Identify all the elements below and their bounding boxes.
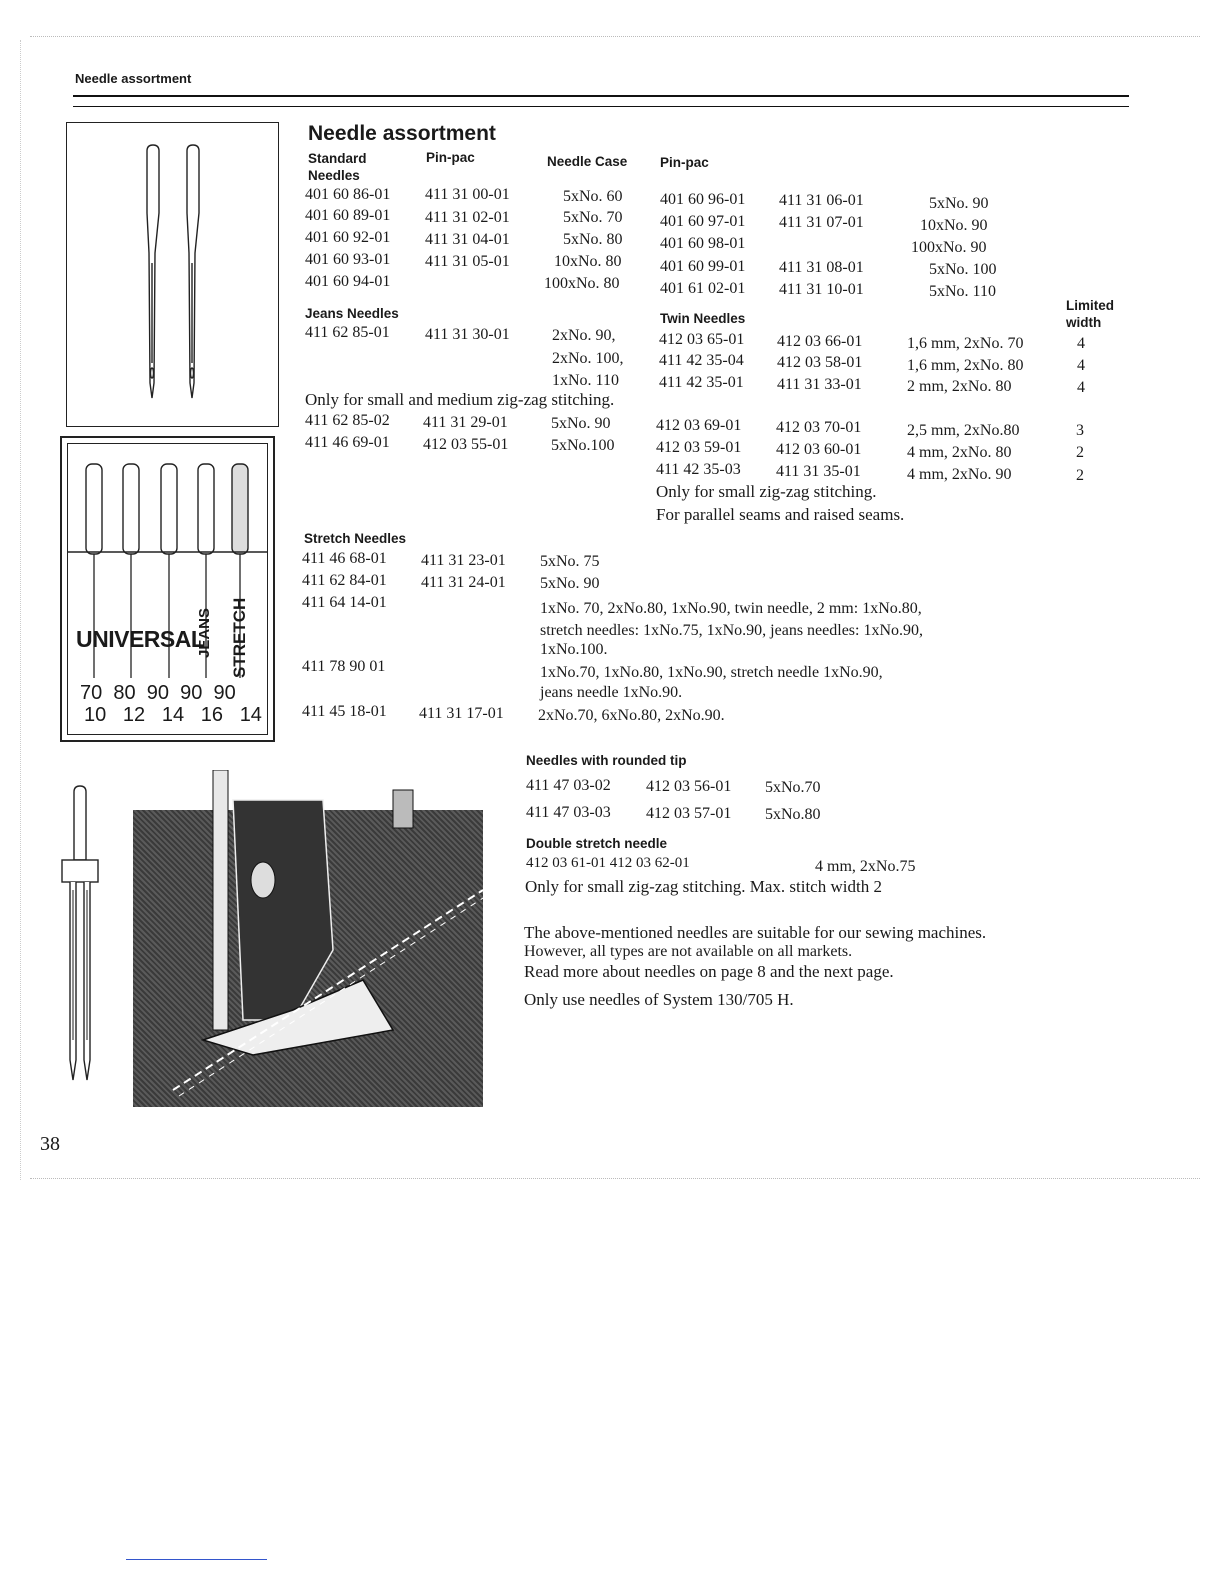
twin-needle-icon [56,780,106,1090]
needle-code: 411 46 69-01 [305,434,390,451]
header-rule-thin [73,106,1129,107]
size-qty: 5xNo. 90 [540,575,600,592]
needle-code: 411 45 18-01 [302,703,387,720]
universal-label: UNIVERSAL [76,626,205,652]
pinpac-code: 411 31 33-01 [777,376,862,393]
size-qty: 5xNo. 70 [563,209,623,226]
double-stretch-heading: Double stretch needle [526,836,668,851]
size-qty: 5xNo.70 [765,779,821,796]
pinpac-code: 411 31 29-01 [423,414,508,431]
table-row: 401 60 86-01 [305,186,391,203]
stretch-heading: Stretch Needles [304,531,407,546]
size-qty: 5xNo. 80 [563,231,623,248]
col-header-pinpac-2: Pin-pac [660,155,709,170]
assortment-desc: stretch needles: 1xNo.75, 1xNo.90, jeans needles: 1xNo.90, [540,622,924,639]
case-code: 401 60 97-01 [660,213,746,230]
pinpac-code: 411 31 10-01 [779,281,864,298]
scan-artifact-line [126,1559,267,1560]
assortment-desc: 1xNo. 70, 2xNo.80, 1xNo.90, twin needle, 2 mm: 1xNo.80, [540,600,922,617]
limited-width-value: 4 [1077,357,1085,374]
pinpac-code: 412 03 60-01 [776,441,862,458]
size-qty: 5xNo. 90 [929,195,989,212]
limited-width-value: 4 [1077,335,1085,352]
pinpac-code: 411 31 08-01 [779,259,864,276]
size-qty: 4 mm, 2xNo. 90 [907,466,1012,483]
needle-code: 411 64 14-01 [302,594,387,611]
pinpac-code: 411 31 04-01 [425,231,510,248]
jeans-note: Only for small and medium zig-zag stitching. [305,390,615,409]
case-code: 401 61 02-01 [660,280,746,297]
needle-code: 412 03 61-01 412 03 62-01 [526,855,690,871]
pinpac-code: 411 31 07-01 [779,214,864,231]
pinpac-code: 412 03 58-01 [777,354,863,371]
size-qty: 5xNo.80 [765,806,821,823]
size-qty: 5xNo. 90 [551,415,611,432]
needle-code: 412 03 69-01 [656,417,742,434]
twin-note-2: For parallel seams and raised seams. [656,505,905,524]
limited-width-value: 2 [1076,467,1084,484]
footer-note: However, all types are not available on all markets. [524,943,853,960]
double-stretch-note: Only for small zig-zag stitching. Max. stitch width 2 [525,877,882,896]
needle-code: 411 62 85-02 [305,412,390,429]
needle-code: 412 03 59-01 [656,439,742,456]
sewing-foot-photo [133,770,483,1107]
page-number: 38 [40,1133,60,1155]
size-qty: 5xNo.100 [551,437,615,454]
pinpac-code: 411 31 05-01 [425,253,510,270]
needles-illustration-box [66,122,279,427]
size-qty: 2 mm, 2xNo. 80 [907,378,1012,395]
size-qty: 10xNo. 80 [554,253,622,270]
pinpac-code: 411 31 06-01 [779,192,864,209]
twin-heading: Twin Needles [660,311,746,326]
size-qty: 5xNo. 75 [540,553,600,570]
size-qty: 2xNo. 90, [552,327,616,344]
limited-width-value: 2 [1076,444,1084,461]
limited-width-value: 4 [1077,379,1085,396]
pinpac-code: 411 31 35-01 [776,463,861,480]
needle-code: 411 42 35-01 [659,374,744,391]
case-code: 401 60 99-01 [660,258,746,275]
pinpac-code: 411 31 30-01 [425,326,510,343]
presser-foot-icon [133,770,483,1107]
twin-note-1: Only for small zig-zag stitching. [656,482,877,501]
size-qty: 10xNo. 90 [920,217,988,234]
pack-sizes-bottom: 10 12 14 16 14 [84,704,262,726]
footer-note: Read more about needles on page 8 and the next page. [524,962,894,981]
pinpac-code: 411 31 24-01 [421,574,506,591]
jeans-heading: Jeans Needles [305,306,399,321]
size-qty: 2xNo.70, 6xNo.80, 2xNo.90. [538,707,725,724]
pinpac-code: 412 03 57-01 [646,805,732,822]
needle-code: 411 47 03-03 [526,804,611,821]
needle-code: 411 78 90 01 [302,658,386,675]
col-header-standard: Standard Needles [308,151,367,183]
pinpac-code: 411 31 23-01 [421,552,506,569]
pinpac-code: 411 31 00-01 [425,186,510,203]
size-qty: 5xNo. 100 [929,261,997,278]
assortment-desc: 1xNo.70, 1xNo.80, 1xNo.90, stretch needle 1xNo.90, [540,664,883,681]
size-qty: 2,5 mm, 2xNo.80 [907,422,1020,439]
scan-edge-top [30,36,1200,37]
page-title: Needle assortment [308,122,496,145]
needle-code: 411 62 85-01 [305,324,390,341]
stretch-label: STRETCH [230,597,249,678]
needle-code: 411 42 35-04 [659,352,744,369]
rounded-heading: Needles with rounded tip [526,753,687,768]
size-qty: 2xNo. 100, [552,350,624,367]
size-qty: 100xNo. 80 [544,275,620,292]
footer-note: Only use needles of System 130/705 H. [524,990,794,1009]
assortment-desc: 1xNo.100. [540,641,608,658]
needle-pack-box [60,436,275,742]
size-qty: 4 mm, 2xNo. 80 [907,444,1012,461]
pinpac-code: 411 31 17-01 [419,705,504,722]
col-header-needle-case: Needle Case [547,154,628,169]
size-qty: 1xNo. 110 [552,372,619,389]
needle-code: 412 03 65-01 [659,331,745,348]
size-qty: 4 mm, 2xNo.75 [815,858,916,875]
size-qty: 5xNo. 60 [563,188,623,205]
needle-code: 401 60 89-01 [305,207,391,224]
pinpac-code: 412 03 56-01 [646,778,732,795]
header-rule [73,95,1129,97]
needle-code: 411 62 84-01 [302,572,387,589]
needle-code: 411 42 35-03 [656,461,741,478]
running-header: Needle assortment [75,71,192,86]
size-qty: 100xNo. 90 [911,239,987,256]
pinpac-code: 412 03 55-01 [423,436,509,453]
needle-pair-icon [67,123,278,426]
col-header-limited-width: Limited width [1066,298,1115,330]
assortment-desc: jeans needle 1xNo.90. [540,684,683,701]
pinpac-code: 412 03 70-01 [776,419,862,436]
pinpac-code: 412 03 66-01 [777,333,863,350]
footer-note: The above-mentioned needles are suitable for our sewing machines. [524,923,987,942]
scan-edge-left [20,40,35,1180]
size-qty: 1,6 mm, 2xNo. 70 [907,335,1024,352]
needle-code: 411 47 03-02 [526,777,611,794]
case-code: 401 60 96-01 [660,191,746,208]
needle-code: 401 60 92-01 [305,229,391,246]
needle-code: 401 60 94-01 [305,273,391,290]
size-qty: 5xNo. 110 [929,283,996,300]
size-qty: 1,6 mm, 2xNo. 80 [907,357,1024,374]
case-code: 401 60 98-01 [660,235,746,252]
needle-code: 401 60 93-01 [305,251,391,268]
scan-edge-bottom [30,1178,1200,1179]
pinpac-code: 411 31 02-01 [425,209,510,226]
col-header-pinpac-1: Pin-pac [426,150,475,165]
needle-code: 411 46 68-01 [302,550,387,567]
limited-width-value: 3 [1076,422,1084,439]
pack-sizes-top: 70 80 90 90 90 [80,682,236,704]
jeans-label: JEANS [196,607,213,658]
